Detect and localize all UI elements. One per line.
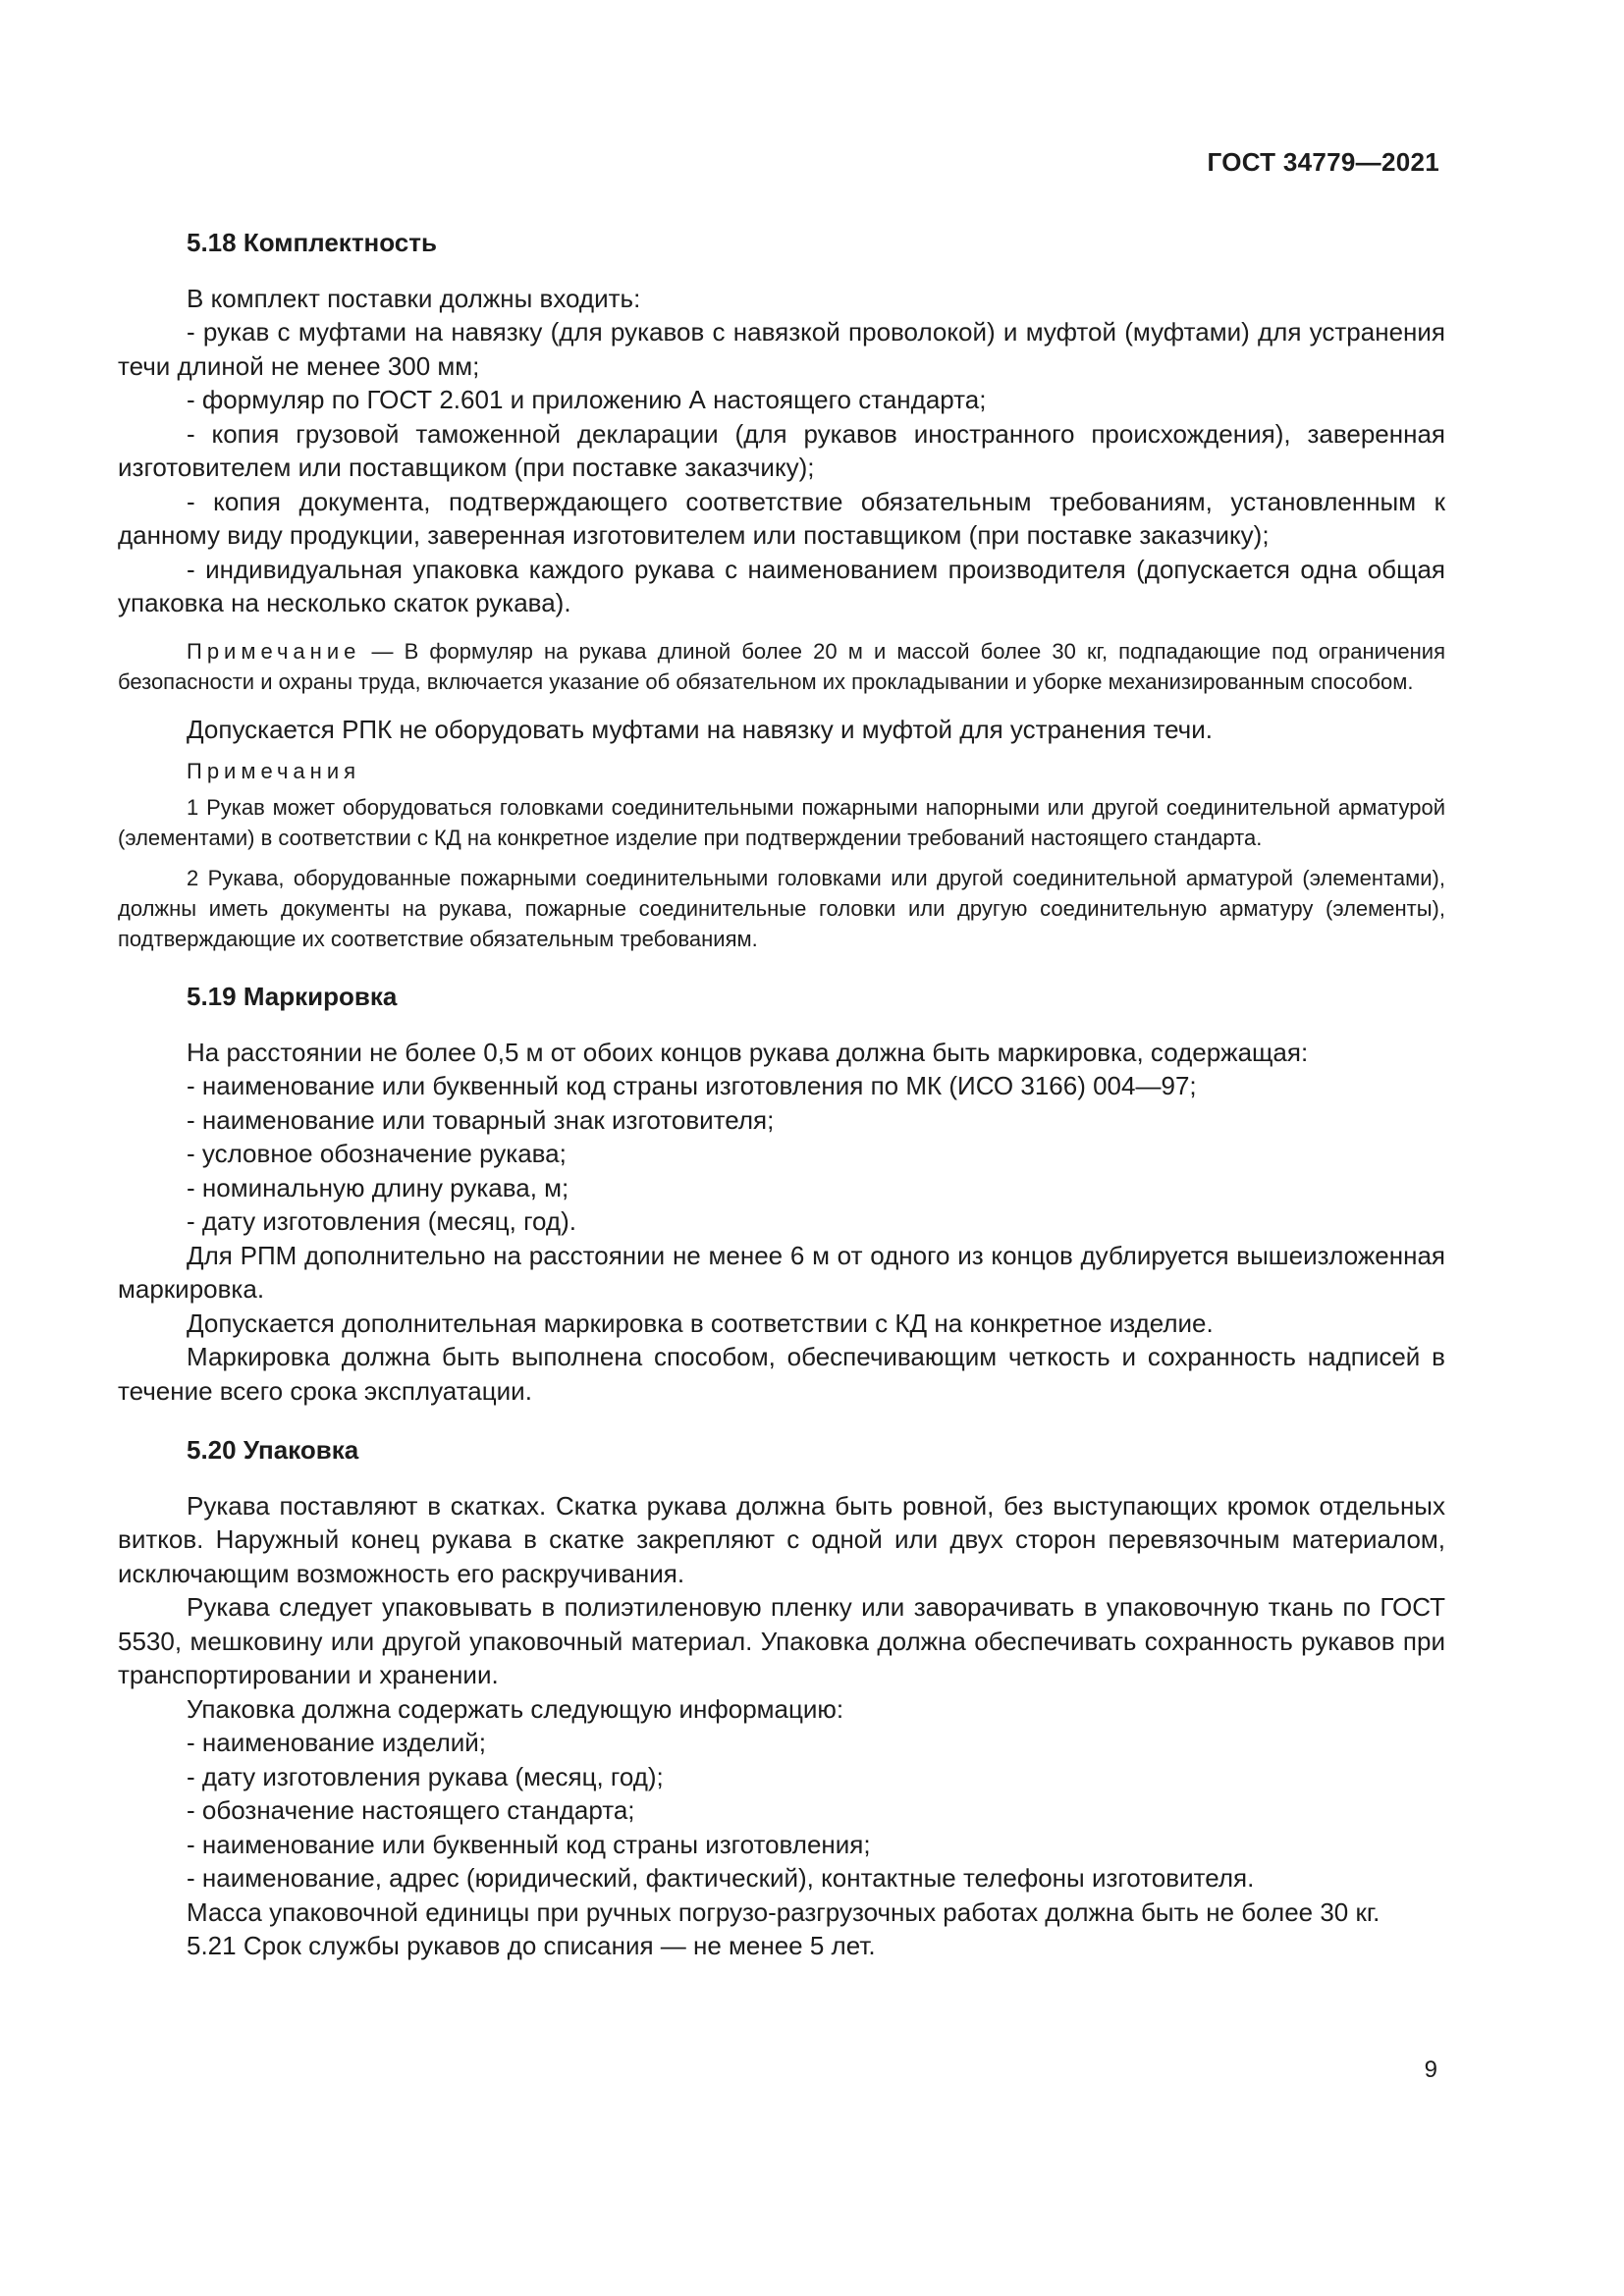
paragraph: Допускается дополнительная маркировка в соответствии с КД на конкретное изделие.: [187, 1308, 1214, 1338]
list-item: - копия грузовой таможенной декларации (для рукавов иностранного происхождения), заверенная изготовителем или поставщиком (при поставке заказчику);: [118, 418, 1445, 482]
list-item: - условное обозначение рукава;: [187, 1139, 567, 1168]
list-item: - рукав с муфтами на навязку (для рукавов с навязкой проволокой) и муфтой (муфтами) для устранения течи длиной не менее 300 мм;: [118, 317, 1445, 381]
list-item: - наименование изделий;: [187, 1728, 487, 1757]
note-label: Примечание: [187, 638, 361, 664]
paragraph: Масса упаковочной единицы при ручных погрузо-разгрузочных работах должна быть не более 30 кг.: [187, 1896, 1380, 1927]
list-item: - индивидуальная упаковка каждого рукава с наименованием производителя (допускается одна общая упаковка на несколько скаток рукава).: [118, 554, 1445, 617]
paragraph: Рукава следует упаковывать в полиэтиленовую пленку или заворачивать в упаковочную ткань по ГОСТ 5530, мешковину или другой упаковочный материал. Упаковка должна обеспечивать сохранность рукавов при транспортировании и хранении.: [118, 1592, 1445, 1689]
list-item: - формуляр по ГОСТ 2.601 и приложению А настоящего стандарта;: [187, 385, 987, 414]
note-text: — В формуляр на рукава длиной более 20 м и массой более 30 кг, подпадающие под ограничения безопасности и охраны труда, включается указание об обязательном их прокладывании и уборке механизированным способом.: [118, 638, 1445, 694]
paragraph: Упаковка должна содержать следующую информацию:: [187, 1693, 844, 1724]
list-item: - дату изготовления (месяц, год).: [187, 1206, 576, 1236]
paragraph: Для РПМ дополнительно на расстоянии не менее 6 м от одного из концов дублируется вышеизложенная маркировка.: [118, 1240, 1445, 1304]
paragraph: Маркировка должна быть выполнена способом, обеспечивающим четкость и сохранность надписей в течение всего срока эксплуатации.: [118, 1342, 1445, 1406]
note: [118, 636, 1445, 697]
list-item: - наименование, адрес (юридический, фактический), контактные телефоны изготовителя.: [187, 1863, 1255, 1893]
paragraph: Рукава поставляют в скатках. Скатка рукава должна быть ровной, без выступающих кромок отдельных витков. Наружный конец рукава в скатке закрепляют с одной или двух сторон перевязочным материалом, исключающим возможность его раскручивания.: [118, 1490, 1445, 1588]
notes-title: Примечания: [187, 759, 361, 783]
list-item: - номинальную длину рукава, м;: [187, 1172, 569, 1202]
note-item: 2 Рукава, оборудованные пожарными соединительными головками или другой соединительной арматурой (элементами), должны иметь документы на рукава, пожарные соединительные головки или другую соединительную арматуру (элементы), подтверждающие их соответствие обязательным требованиям.: [118, 866, 1445, 951]
list-item: - копия документа, подтверждающего соответствие обязательным требованиям, установленным к данному виду продукции, заверенная изготовителем или поставщиком (при поставке заказчику);: [118, 486, 1445, 550]
section-title-5-20: 5.20 Упаковка: [187, 1435, 359, 1465]
paragraph: На расстоянии не более 0,5 м от обоих концов рукава должна быть маркировка, содержащая:: [187, 1037, 1309, 1067]
section-title-5-18: 5.18 Комплектность: [187, 228, 437, 257]
list-item: - наименование или буквенный код страны изготовления;: [187, 1829, 871, 1859]
document-header: ГОСТ 34779—2021: [1207, 147, 1439, 177]
section-5-21: 5.21 Срок службы рукавов до списания — не менее 5 лет.: [187, 1931, 876, 1960]
list-item: - наименование или буквенный код страны изготовления по МК (ИСО 3166) 004—97;: [187, 1071, 1197, 1100]
paragraph: Допускается РПК не оборудовать муфтами на навязку и муфтой для устранения течи.: [187, 714, 1213, 744]
list-item: - обозначение настоящего стандарта;: [187, 1795, 635, 1825]
list-item: - наименование или товарный знак изготовителя;: [187, 1104, 775, 1135]
page-content: [118, 226, 1445, 1963]
note-item: 1 Рукав может оборудоваться головками соединительными пожарными напорными или другой соединительной арматурой (элементами) в соответствии с КД на конкретное изделие при подтверждении требований настоящего стандарта.: [118, 795, 1445, 850]
list-item: - дату изготовления рукава (месяц, год);: [187, 1761, 664, 1791]
section-title-5-19: 5.19 Маркировка: [187, 982, 398, 1011]
paragraph: В комплект поставки должны входить:: [187, 283, 641, 313]
page-number: 9: [1424, 2056, 1437, 2083]
